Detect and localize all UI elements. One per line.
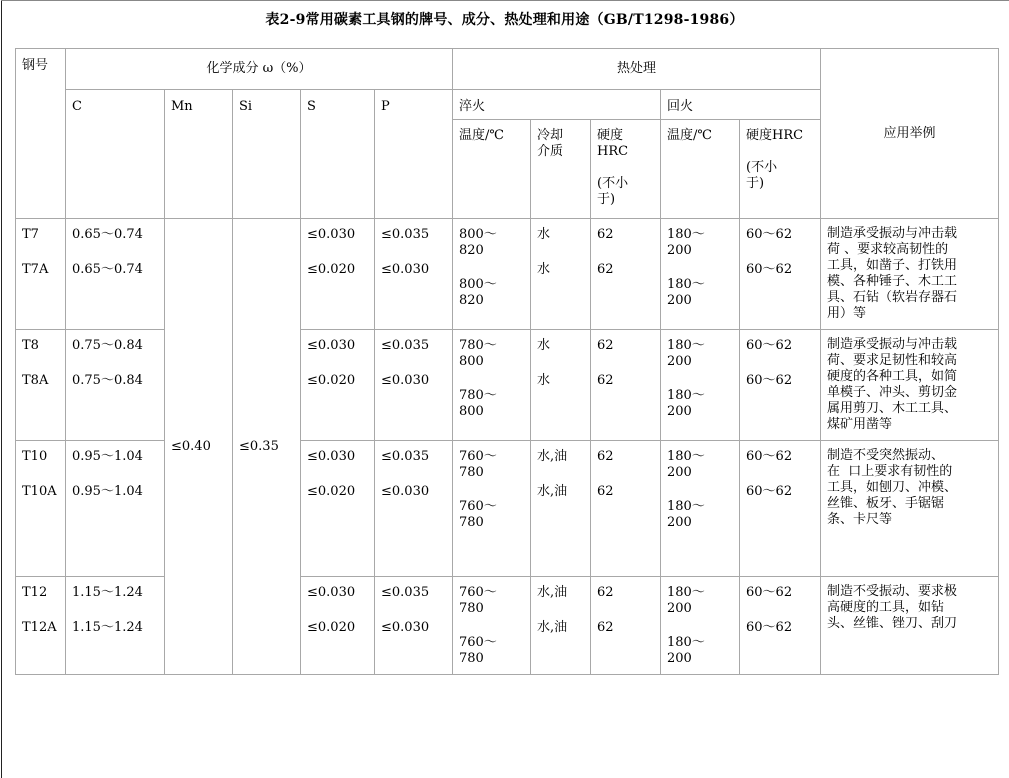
cell-temper-temp: 180～ 200 180～ 200 (661, 219, 740, 330)
header-si: Si (233, 90, 301, 219)
header-quench-cooling-line2: 介质 (537, 144, 564, 159)
header-grade: 钢号 (16, 49, 66, 219)
table-row-t7 (16, 219, 999, 330)
table-title: 表2-9常用碳素工具钢的牌号、成分、热处理和用途（GB/T1298-1986） (265, 12, 744, 28)
cell-application: 制造承受振动与冲击载 荷 、要求较高韧性的 工具，如凿子、打铁用 模、各种锤子、木工工 具、石钻（软岩存器石 用）等 (821, 219, 999, 330)
header-quench-temp: 温度/℃ (453, 120, 531, 219)
header-quench-hardness-line4: 于) (597, 192, 616, 207)
cell-c: 0.75～0.84 0.75～0.84 (66, 330, 165, 441)
cell-s: ≤0.030 ≤0.020 (301, 441, 375, 577)
cell-c: 0.95～1.04 0.95～1.04 (66, 441, 165, 577)
header-quench-hardness-line2: HRC (597, 144, 629, 159)
cell-application: 制造不受突然振动、 在 口上要求有韧性的 工具，如刨刀、冲模、 丝锥、板牙、手锯锯 条、卡尺等 (821, 441, 999, 577)
cell-application: 制造不受振动、要求极 高硬度的工具，如钻 头、丝锥、锉刀、刮刀 (821, 577, 999, 675)
table-row-t8 (16, 330, 999, 441)
header-quench: 淬火 (453, 90, 661, 120)
cell-temper-hardness: 60～62 60～62 (740, 577, 821, 675)
frame-left-border (1, 0, 2, 778)
header-application: 应用举例 (821, 49, 999, 219)
header-quench-hardness-line1: 硬度 (597, 128, 624, 143)
cell-temper-temp: 180～ 200 180～ 200 (661, 330, 740, 441)
cell-mn-shared: ≤0.40 (165, 219, 233, 675)
header-quench-cooling (531, 120, 591, 219)
cell-quench-temp: 760～ 780 760～ 780 (453, 441, 531, 577)
header-p: P (375, 90, 453, 219)
header-heat-treatment: 热处理 (453, 49, 821, 90)
header-quench-hardness (591, 120, 661, 219)
cell-temper-hardness: 60～62 60～62 (740, 441, 821, 577)
cell-quench-hardness: 62 62 (591, 441, 661, 577)
cell-quench-hardness: 62 62 (591, 219, 661, 330)
cell-p: ≤0.035 ≤0.030 (375, 441, 453, 577)
header-temper-temp: 温度/℃ (661, 120, 740, 219)
header-temper: 回火 (661, 90, 821, 120)
cell-cooling: 水 水 (531, 219, 591, 330)
steel-table (15, 48, 999, 675)
cell-temper-temp: 180～ 200 180～ 200 (661, 441, 740, 577)
cell-temper-hardness: 60～62 60～62 (740, 330, 821, 441)
cell-quench-temp: 780～ 800 780～ 800 (453, 330, 531, 441)
header-c: C (66, 90, 165, 219)
header-temper-hardness-line3: 于) (746, 176, 765, 191)
cell-quench-temp: 760～ 780 760～ 780 (453, 577, 531, 675)
cell-temper-hardness: 60～62 60～62 (740, 219, 821, 330)
cell-cooling: 水 水 (531, 330, 591, 441)
frame-top-border (1, 0, 1009, 1)
cell-p: ≤0.035 ≤0.030 (375, 330, 453, 441)
cell-s: ≤0.030 ≤0.020 (301, 577, 375, 675)
header-temper-hardness (740, 120, 821, 219)
cell-grade: T12 T12A (16, 577, 66, 675)
cell-quench-hardness: 62 62 (591, 577, 661, 675)
header-quench-hardness-line3: (不小 (597, 176, 629, 191)
cell-quench-hardness: 62 62 (591, 330, 661, 441)
cell-s: ≤0.030 ≤0.020 (301, 219, 375, 330)
cell-si-shared: ≤0.35 (233, 219, 301, 675)
cell-s: ≤0.030 ≤0.020 (301, 330, 375, 441)
header-s: S (301, 90, 375, 219)
cell-quench-temp: 800～ 820 800～ 820 (453, 219, 531, 330)
header-temper-hardness-line1: 硬度HRC (746, 128, 804, 143)
cell-grade: T7 T7A (16, 219, 66, 330)
cell-p: ≤0.035 ≤0.030 (375, 219, 453, 330)
cell-cooling: 水,油 水,油 (531, 441, 591, 577)
table-row-t10 (16, 441, 999, 577)
cell-c: 0.65～0.74 0.65～0.74 (66, 219, 165, 330)
cell-p: ≤0.035 ≤0.030 (375, 577, 453, 675)
header-temper-hardness-line2: (不小 (746, 160, 778, 175)
header-chemical-composition: 化学成分 ω（%） (66, 49, 453, 90)
cell-grade: T10 T10A (16, 441, 66, 577)
cell-temper-temp: 180～ 200 180～ 200 (661, 577, 740, 675)
cell-grade: T8 T8A (16, 330, 66, 441)
header-quench-cooling-line1: 冷却 (537, 128, 564, 143)
header-mn: Mn (165, 90, 233, 219)
cell-c: 1.15～1.24 1.15～1.24 (66, 577, 165, 675)
table-row-t12 (16, 577, 999, 675)
cell-cooling: 水,油 水,油 (531, 577, 591, 675)
cell-application: 制造承受振动与冲击载 荷、要求足韧性和较高 硬度的各种工具，如简 单模子、冲头、剪切金 属用剪刀、木工工具、 煤矿用凿等 (821, 330, 999, 441)
